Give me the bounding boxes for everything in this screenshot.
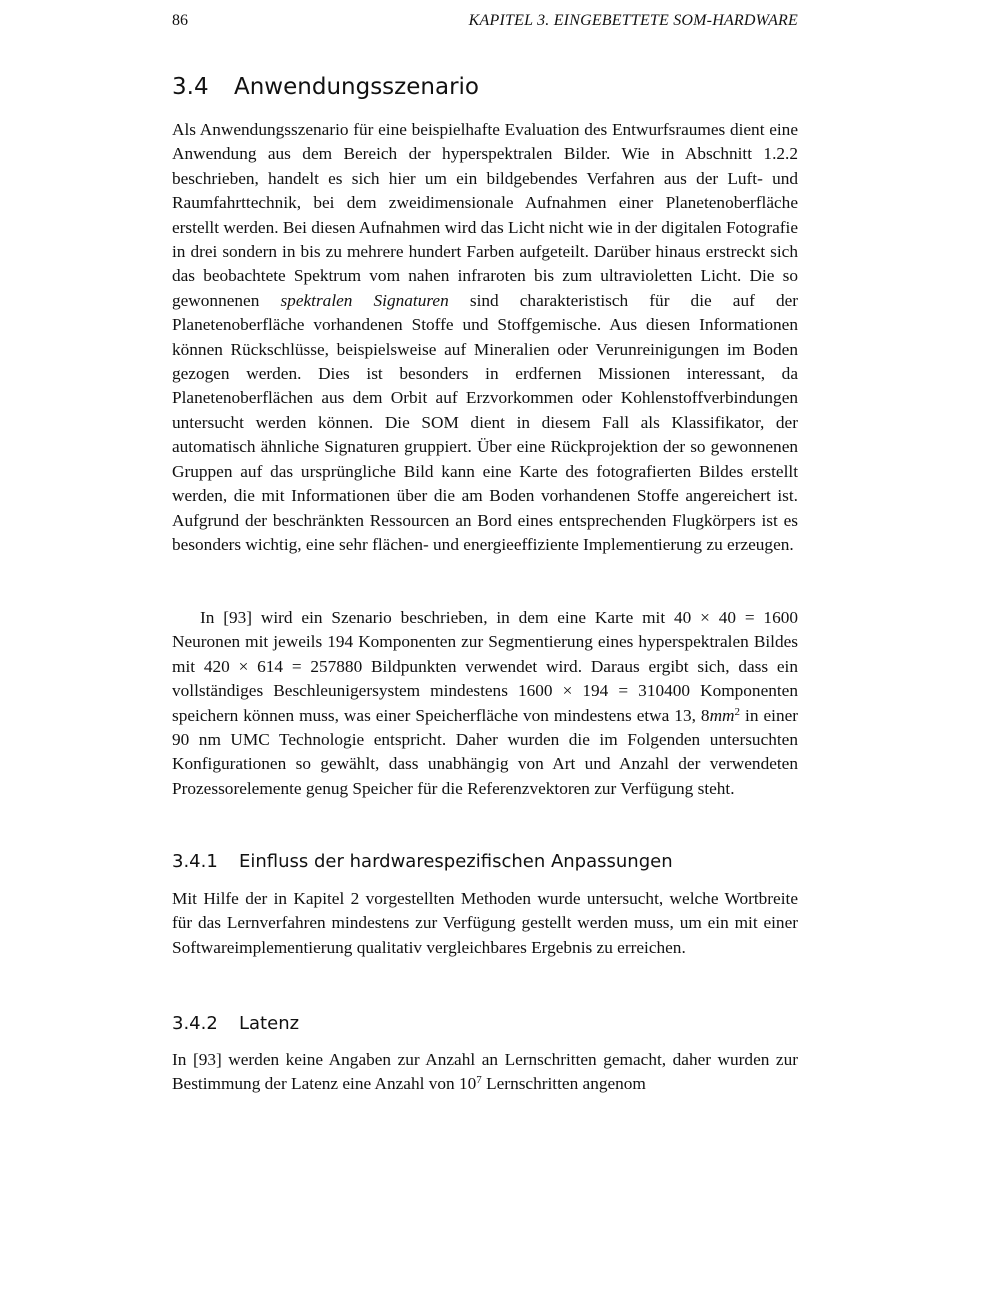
paragraph-1-text-a: Als Anwendungsszenario für eine beispielhafte Evaluation des Entwurfsraumes dient eine Anwendung aus dem Bereich der hyperspektralen Bilder. Wie in Abschnitt 1.2.2 beschrieben, handelt es sich hier um ein bildgebendes Verfahren aus der Luft- und Raumfahrttechnik, bei dem zweidimensionale Aufnahmen einer Planetenoberfläche erstellt werden. Bei diesen Aufnahmen wird das Licht nicht wie in der digitalen Fotografie in drei sondern in bis zu mehrere hundert Farben aufgeteilt. Darüber hinaus erstreckt sich das beobachtete Spektrum vom nahen infraroten bis zum ultravioletten Licht. Die so gewonnenen bbox=[172, 120, 798, 310]
paragraph-1-text-b: sind charakteristisch für die auf der Planetenoberfläche vorhandenen Stoffe und Stoffgemische. Aus diesen Informationen können Rückschlüsse, beispielsweise auf Mineralien oder Verunreinigungen im Boden gezogen werden. Dies ist besonders in erdfernen Missionen interessant, da Planetenoberflächen aus dem Orbit auf Erzvorkommen oder Kohlenstoffverbindungen untersucht werden können. Die SOM dient in diesem Fall als Klassifikator, der automatisch ähnliche Signaturen gruppiert. Über eine Rückprojektion der so gewonnenen Gruppen auf das ursprüngliche Bild kann eine Karte des fotografierten Bildes erstellt werden, die mit Informationen über die am Boden vorhandenen Stoffe angereichert ist. Aufgrund der beschränkten Ressourcen an Bord eines entsprechenden Flugkörpers ist es besonders wichtig, eine sehr flächen- und energieeffiziente Implementierung zu erzeugen. bbox=[172, 290, 799, 554]
paragraph-1 bbox=[172, 118, 798, 557]
unit-exponent: 2 bbox=[734, 705, 741, 718]
section-number: 3.4 bbox=[172, 74, 209, 100]
paragraph-2-text-a: In [93] wird ein Szenario beschrieben, in dem eine Karte mit 40 × 40 = 1600 Neuronen mit jeweils 194 Komponenten zur Segmentierung eines hyperspektralen Bildes mit 420 × 614 = 257880 Bildpunkten verwendet wird. Daraus ergibt sich, dass ein vollständiges Beschleunigersystem mindestens 1600 × 194 = 310400 Komponenten speichern können muss, was einer Speicherfläche von mindestens etwa 13, 8 bbox=[172, 608, 798, 725]
subsection-2-title: Latenz bbox=[239, 1013, 300, 1034]
subsection-1-number: 3.4.1 bbox=[172, 851, 218, 872]
section-title: Anwendungsszenario bbox=[234, 74, 479, 100]
subsection-heading-2 bbox=[172, 1012, 299, 1036]
paragraph-2 bbox=[172, 606, 798, 801]
subsection-2-number: 3.4.2 bbox=[172, 1013, 218, 1034]
page-number: 86 bbox=[172, 12, 188, 29]
subsection-2-text-b: Lernschritten angenom bbox=[481, 1074, 646, 1094]
paragraph-2-text-b: in einer 90 nm UMC Technologie entspricht. Daher wurden die im Folgenden untersuchten Konfigurationen so gewählt, dass unabhängig von Art und Anzahl der verwendeten Prozessorelemente genug Speicher für die Referenzvektoren zur Verfügung steht. bbox=[172, 705, 799, 798]
paragraph-subsection-2 bbox=[172, 1048, 798, 1097]
running-header bbox=[172, 10, 798, 32]
subsection-1-title: Einfluss der hardwarespezifischen Anpassungen bbox=[239, 851, 673, 872]
emphasis-spectral-signatures: spektralen Signaturen bbox=[280, 290, 449, 310]
power-exponent: 7 bbox=[476, 1074, 482, 1087]
subsection-heading-1 bbox=[172, 850, 673, 874]
section-heading bbox=[172, 72, 479, 102]
subsection-2-text-a: In [93] werden keine Angaben zur Anzahl an Lernschritten gemacht, daher wurden zur Bestimmung der Latenz eine Anzahl von 10 bbox=[172, 1050, 798, 1094]
unit-mm: mm bbox=[709, 705, 735, 725]
chapter-title: KAPITEL 3. EINGEBETTETE SOM-HARDWARE bbox=[468, 12, 798, 29]
paragraph-subsection-1 bbox=[172, 887, 798, 960]
subsection-1-text: Mit Hilfe der in Kapitel 2 vorgestellten Methoden wurde untersucht, welche Wortbreite für das Lernverfahren mindestens zur Verfügung gestellt werden muss, um ein mit einer Softwareimplementierung qualitativ vergleichbares Ergebnis zu erreichen. bbox=[172, 889, 798, 957]
